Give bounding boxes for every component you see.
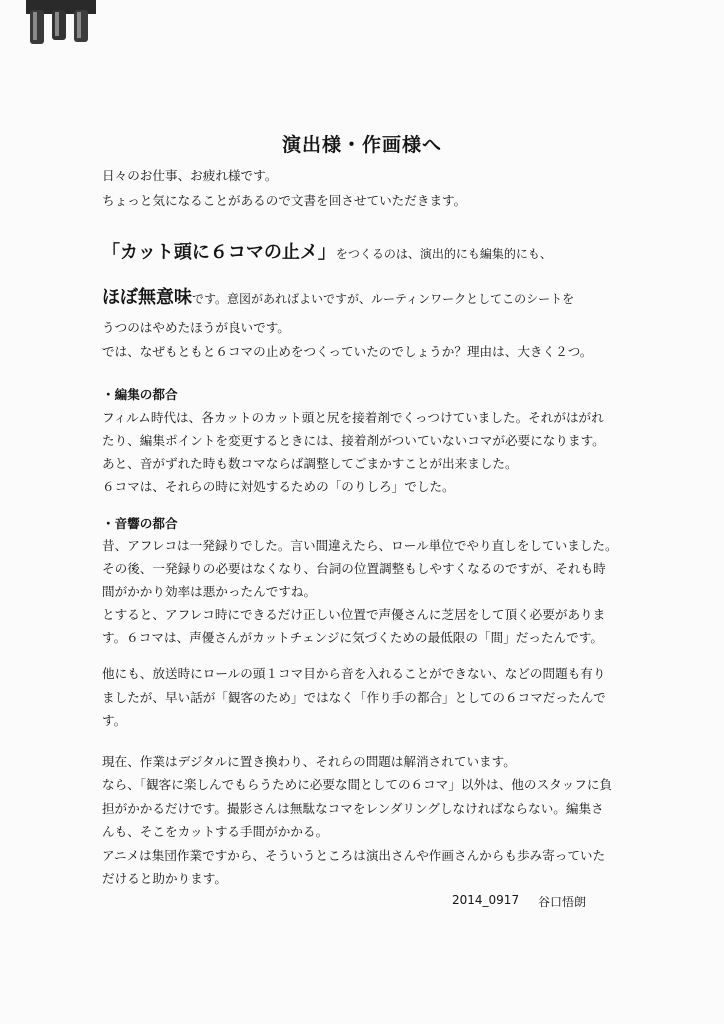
binder-clip xyxy=(26,0,96,44)
lead-line xyxy=(102,287,575,308)
section-line: フィルム時代は、各カットのカット頭と尻を接着剤でくっつけていました。それがはがれ xyxy=(102,410,604,425)
lead-line xyxy=(102,242,552,263)
paragraph-line: ましたが、早い話が「観客のため」ではなく「作り手の都合」としての６コマだったんで xyxy=(102,690,606,705)
paragraph-line: 担がかかるだけです。撮影さんは無駄なコマをレンダリングしなければならない。編集さ xyxy=(102,801,604,816)
section-line: その後、一発録りの必要はなくなり、台詞の位置調整もしやすくなるのですが、それも時 xyxy=(102,561,606,576)
lead-emphasis: 「カット頭に６コマの止メ」 xyxy=(102,242,336,263)
paragraph-line: だけると助かります。 xyxy=(102,871,227,886)
section-line: あと、音がずれた時も数コマならば調整してごまかすことが出来ました。 xyxy=(102,456,518,471)
section-line: たり、編集ポイントを変更するときには、接着剤がついていないコマが必要になります。 xyxy=(102,433,605,448)
lead-line: うつのはやめたほうが良いです。 xyxy=(102,320,290,335)
intro-line: ちょっと気になることがあるので文書を回させていただきます。 xyxy=(102,193,467,208)
section-heading: ・編集の都合 xyxy=(102,387,178,402)
paragraph-line: 他にも、放送時にロールの頭１コマ目から音を入れることができない、などの問題も有り xyxy=(102,666,606,681)
signature-author: 谷口悟朗 xyxy=(538,895,587,909)
lead-text: です。意図があればよいですが、ルーティンワークとしてこのシートを xyxy=(192,292,575,306)
paragraph-line: 現在、作業はデジタルに置き換わり、それらの問題は解消されています。 xyxy=(102,754,516,769)
paragraph-line: なら、「観客に楽しんでもらうために必要な間としての６コマ」以外は、他のスタッフに負 xyxy=(102,777,613,792)
lead-text: をつくるのは、演出的にも編集的にも、 xyxy=(335,247,552,261)
section-line: とすると、アフレコ時にできるだけ正しい位置で声優さんに芝居をして頂く必要がありま xyxy=(102,607,606,622)
paragraph-line: す。 xyxy=(102,713,127,728)
signature-date: 2014_0917 xyxy=(452,893,520,907)
section-line: ６コマは、それらの時に対処するための「のりしろ」でした。 xyxy=(102,479,455,494)
paragraph-line: アニメは集団作業ですから、そういうところは演出さんや作画さんからも歩み寄っていた xyxy=(102,848,606,863)
section-heading: ・音響の都合 xyxy=(102,516,178,531)
intro-line: 日々のお仕事、お疲れ様です。 xyxy=(102,168,278,183)
section-line: す。６コマは、声優さんがカットチェンジに気づくための最低限の「間」だったんです。 xyxy=(102,630,603,645)
section-line: 間がかかり効率は悪かったんですね。 xyxy=(102,584,317,599)
section-line: 昔、アフレコは一発録りでした。言い間違えたら、ロール単位でやり直しをしていました。 xyxy=(102,538,618,553)
paragraph-line: んも、そこをカットする手間がかかる。 xyxy=(102,824,329,839)
document-title: 演出様・作画様へ xyxy=(281,134,442,156)
lead-line: では、なぜもともと６コマの止めをつくっていたのでしょうか？理由は、大きく２つ。 xyxy=(102,344,593,359)
lead-emphasis: ほぼ無意味 xyxy=(102,287,192,308)
